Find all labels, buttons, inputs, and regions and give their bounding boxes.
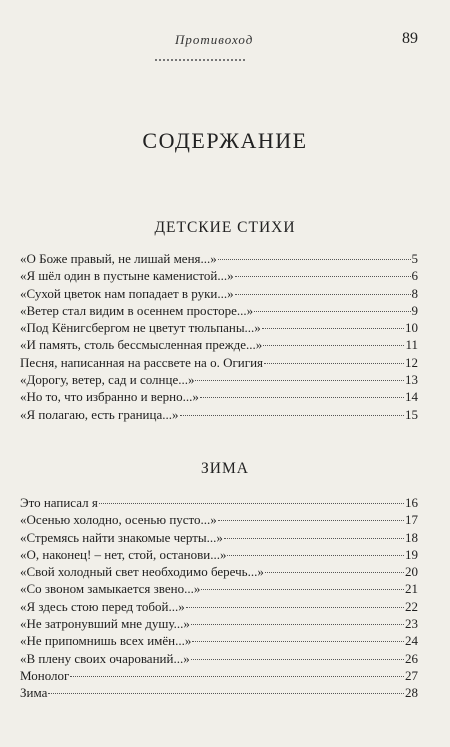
toc-entry (20, 599, 418, 616)
toc-entry (20, 616, 418, 633)
toc-entry-page: 15 (405, 406, 418, 422)
toc-entry-title: «Ветер стал видим в осеннем просторе...» (20, 302, 254, 318)
running-head-dotted-rule (155, 59, 245, 61)
running-head-title: Противоход (175, 32, 254, 47)
toc-entry-page: 6 (411, 268, 418, 284)
toc-entry (20, 407, 418, 424)
toc-dot-leader (263, 345, 404, 346)
toc-entry (20, 372, 418, 389)
toc-dot-leader (235, 294, 411, 295)
toc-entry (20, 303, 418, 320)
toc-entry (20, 512, 418, 529)
toc-entry-title: «Свой холодный свет необходимо беречь...» (20, 564, 264, 580)
toc-entry-title: Монолог (20, 667, 70, 683)
toc-dot-leader (180, 415, 405, 416)
toc-entry (20, 685, 418, 702)
toc-entry-title: «Дорогу, ветер, сад и солнце...» (20, 372, 195, 388)
toc-entry-title: «Под Кёнигсбергом не цветут тюльпаны...» (20, 320, 261, 336)
toc-dot-leader (191, 624, 404, 625)
toc-dot-leader (254, 311, 410, 312)
toc-entry (20, 286, 418, 303)
toc-dot-leader (262, 328, 404, 329)
toc-dot-leader (218, 520, 404, 521)
toc-entry-page: 17 (405, 512, 418, 528)
toc-entry (20, 547, 418, 564)
toc-entry-page: 26 (405, 650, 418, 666)
toc-entry-page: 14 (405, 389, 418, 405)
toc-entry-page: 8 (411, 285, 418, 301)
toc-dot-leader (264, 363, 404, 364)
toc-entry-title: «Со звоном замыкается звено...» (20, 581, 201, 597)
toc-entry-page: 28 (405, 685, 418, 701)
toc-entry-title: Зима (20, 685, 48, 701)
page-number: 89 (402, 30, 418, 47)
toc-entry-page: 12 (405, 354, 418, 370)
toc-entry-title: «Я здесь стою перед тобой...» (20, 598, 185, 614)
toc-entry-page: 11 (405, 337, 418, 353)
toc-entry-page: 20 (405, 564, 418, 580)
toc-entry (20, 337, 418, 354)
toc-entry-title: «О, наконец! – нет, стой, останови...» (20, 546, 227, 562)
toc-dot-leader (70, 676, 404, 677)
toc-entry-page: 10 (405, 320, 418, 336)
toc-dot-leader (99, 503, 404, 504)
toc-entry-title: Это написал я (20, 495, 98, 510)
toc-dot-leader (192, 641, 404, 642)
toc-entry-title: «О Боже правый, не лишай меня...» (20, 251, 217, 266)
toc-entry-page: 16 (405, 495, 418, 510)
section-heading-winter: ЗИМА (201, 460, 249, 477)
toc-entry (20, 268, 418, 285)
toc-entry-title: «Я шёл один в пустыне каменистой...» (20, 268, 234, 284)
toc-entry (20, 320, 418, 337)
toc-entry-title: «И память, столь бессмысленная прежде...» (20, 337, 263, 353)
toc-dot-leader (218, 259, 411, 260)
toc-entry (20, 530, 418, 547)
toc-entry-page: 27 (405, 667, 418, 683)
toc-dot-leader (227, 555, 404, 556)
toc-entry (20, 355, 418, 372)
toc-entry (20, 564, 418, 581)
toc-entry-title: «Я полагаю, есть граница...» (20, 406, 179, 422)
toc-entry (20, 668, 418, 685)
toc-entry-title: «Стремясь найти знакомые черты...» (20, 529, 223, 545)
toc-dot-leader (48, 693, 404, 694)
section-heading-children-poems: ДЕТСКИЕ СТИХИ (154, 219, 296, 236)
toc-entry-page: 9 (411, 302, 418, 318)
toc-entry-title: «Сухой цветок нам попадает в руки...» (20, 285, 234, 301)
toc-entry (20, 581, 418, 598)
toc-entry (20, 389, 418, 406)
toc-section-1 (20, 251, 418, 424)
toc-entry-page: 22 (405, 598, 418, 614)
toc-entry-page: 21 (405, 581, 418, 597)
toc-dot-leader (235, 276, 411, 277)
toc-dot-leader (200, 397, 404, 398)
toc-entry-title: «Осенью холодно, осенью пусто...» (20, 512, 217, 528)
toc-entry-page: 23 (405, 616, 418, 632)
toc-title: СОДЕРЖАНИЕ (142, 128, 308, 153)
toc-entry-title: «В плену своих очарований...» (20, 650, 190, 666)
toc-dot-leader (265, 572, 404, 573)
toc-entry (20, 251, 418, 268)
toc-entry (20, 651, 418, 668)
toc-entry-page: 13 (405, 372, 418, 388)
toc-entry-page: 5 (411, 251, 418, 266)
toc-entry-title: «Не затронувший мне душу...» (20, 616, 190, 632)
toc-entry-page: 19 (405, 546, 418, 562)
toc-dot-leader (191, 659, 404, 660)
toc-entry-title: «Но то, что избранно и верно...» (20, 389, 199, 405)
toc-dot-leader (195, 380, 404, 381)
toc-entry (20, 633, 418, 650)
toc-entry-page: 24 (405, 633, 418, 649)
toc-entry (20, 495, 418, 512)
toc-entry-page: 18 (405, 529, 418, 545)
toc-dot-leader (186, 607, 404, 608)
running-head (20, 30, 418, 52)
toc-section-2 (20, 495, 418, 703)
toc-entry-title: «Не припомнишь всех имён...» (20, 633, 192, 649)
toc-entry-title: Песня, написанная на рассвете на о. Огигия (20, 354, 264, 370)
toc-dot-leader (201, 589, 404, 590)
toc-dot-leader (224, 538, 404, 539)
